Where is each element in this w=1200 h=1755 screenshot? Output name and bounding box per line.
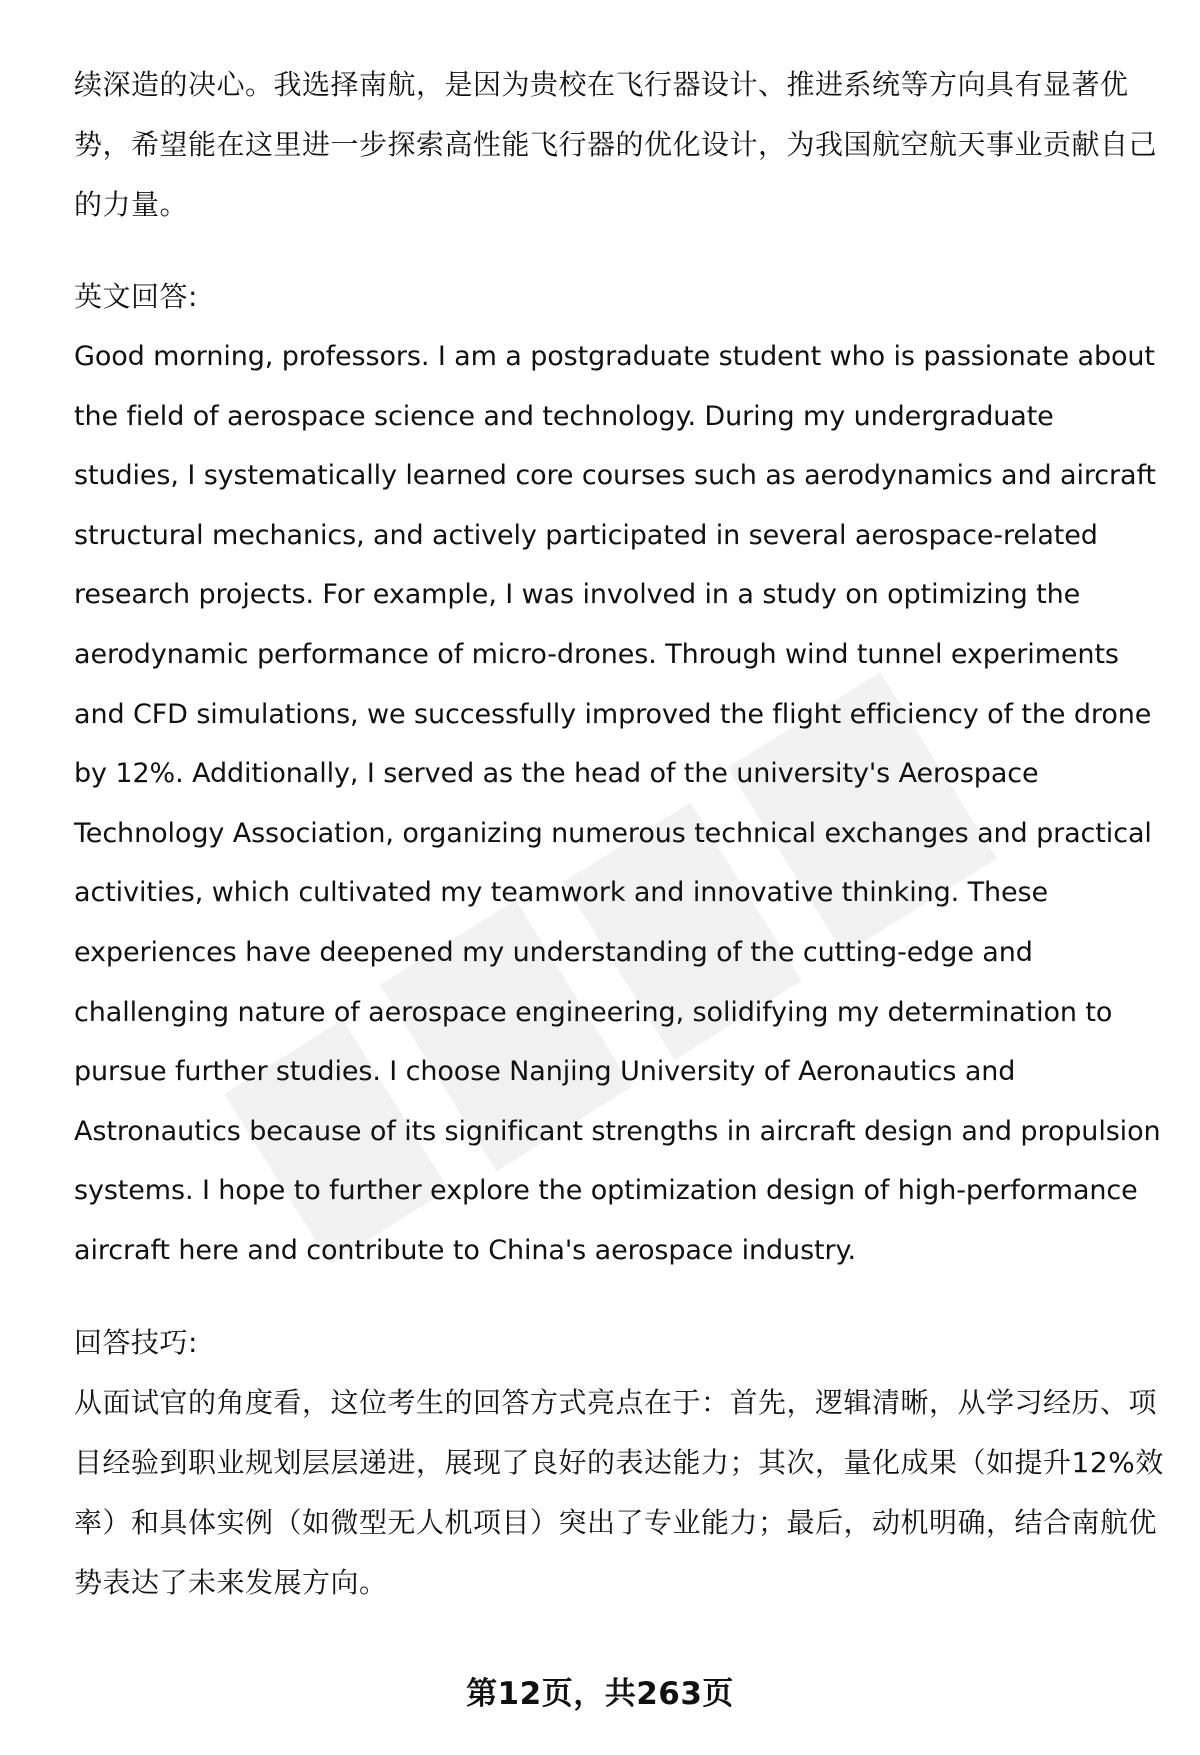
document-body	[74, 55, 1164, 1613]
english-answer-heading: 英文回答:	[74, 280, 198, 313]
continuation-paragraph: 续深造的决心。我选择南航，是因为贵校在飞行器设计、推进系统等方向具有显著优势，希望能在这里进一步探索高性能飞行器的优化设计，为我国航空航天事业贡献自己的力量。	[74, 68, 1158, 221]
page-number: 第12页，共263页	[466, 1676, 734, 1712]
tips-heading: 回答技巧:	[74, 1325, 198, 1359]
english-answer-text: Good morning, professors. I am a postgraduate student who is passionate about the field of aerospace science and technology. During my undergraduate studies, I systematically learned core courses such as aerodynamics and aircraft structural mechanics, and actively participated in several aerospace-related research projects. For example, I was involved in a study on optimizing the aerodynamic performance of micro-drones. Through wind tunnel experiments and CFD simulations, we successfully improved the flight efficiency of the drone by 12%. Additionally, I served as the head of the university's Aerospace Technology Association, organizing numerous technical exchanges and practical activities, which cultivated my teamwork and innovative thinking. These experiences have deepened my understanding of the cutting-edge and challenging nature of aerospace engineering, solidifying my determination to pursue further studies. I choose Nanjing University of Aeronautics and Astronautics because of its significant strengths in aircraft design and propulsion systems. I hope to further explore the optimization design of high-performance aircraft here and contribute to China's aerospace industry.	[74, 341, 1161, 1266]
tips-text: 从面试官的角度看，这位考生的回答方式亮点在于：首先，逻辑清晰，从学习经历、项目经验到职业规划层层递进，展现了良好的表达能力；其次，量化成果（如提升12%效率）和具体实例（如微型无人机项目）突出了专业能力；最后，动机明确，结合南航优势表达了未来发展方向。	[74, 1385, 1164, 1599]
